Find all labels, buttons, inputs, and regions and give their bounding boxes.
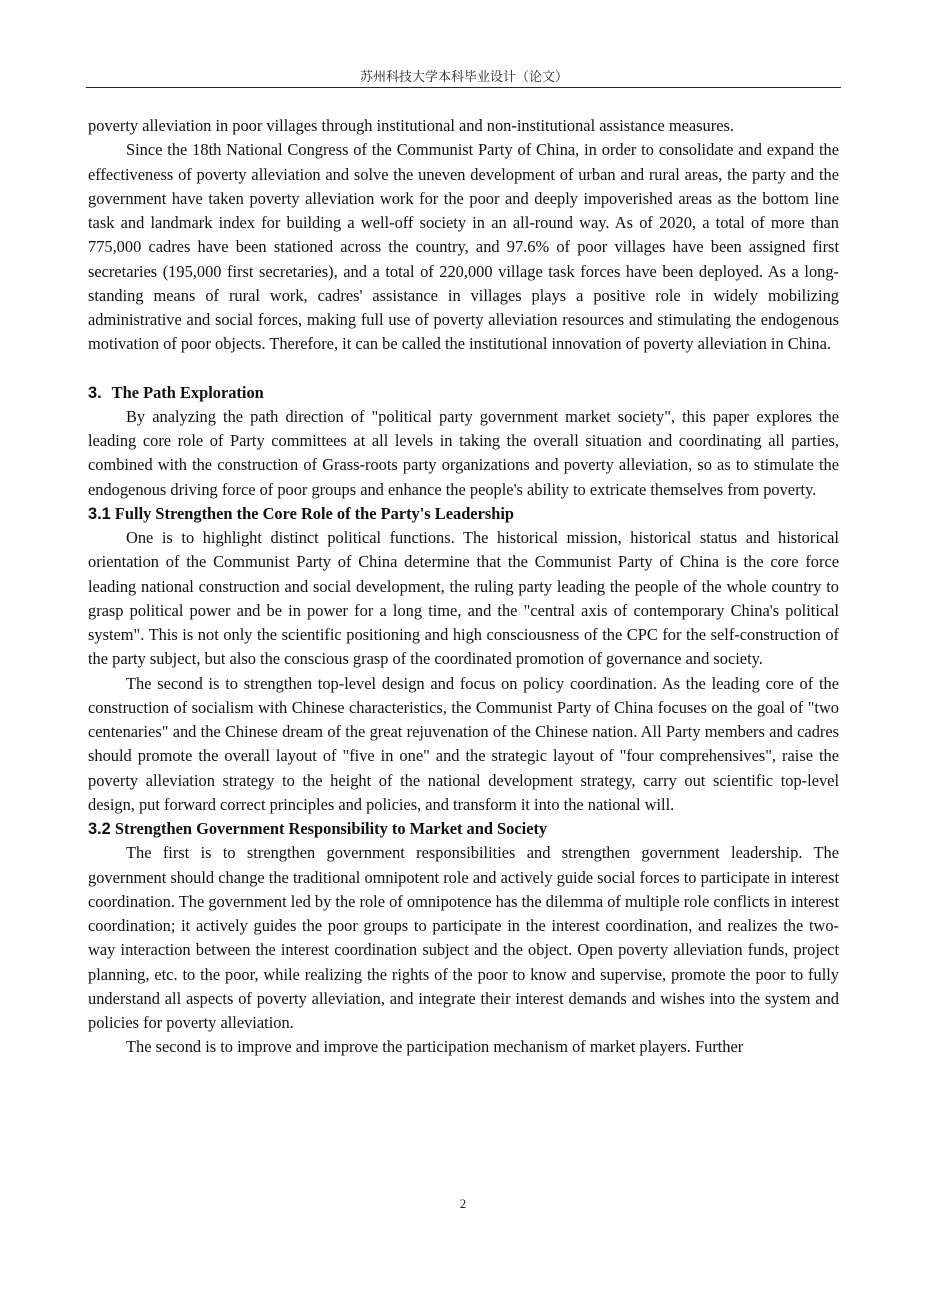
paragraph: The second is to improve and improve the participation mechanism of market players. Further bbox=[126, 1037, 744, 1057]
paragraph: The second is to strengthen top-level design and focus on policy coordination. As the leading core of the construction of socialism with Chinese characteristics, the Communist Party of China focuses on the goal of "two centenaries" and the Chinese dream of the great rejuvenation of the Chinese nation. All Party members and cadres should promote the overall layout of "five in one" and the strategic layout of "four comprehensives", raise the poverty alleviation strategy to the height of the national development strategy, carry out scientific top-level design, put forward correct principles and policies, and transform it into the national will. bbox=[88, 673, 839, 814]
section-number: 3.2 bbox=[88, 820, 111, 838]
section-heading-3 bbox=[88, 381, 839, 405]
running-header: 苏州科技大学本科毕业设计（论文） bbox=[359, 70, 568, 85]
paragraph: The first is to strengthen government responsibilities and strengthen government leadership. The government should change the traditional omnipotent role and actively guide social forces to participate in interest coordination. The government led by the role of omnipotence has the dilemma of multiple role conflicts in interest coordination; it actively guides the poor groups to participate in the interest coordination, and realizes the two-way interaction between the interest coordination subject and the object. Open poverty alleviation funds, project planning, etc. to the poor, while realizing the rights of the poor to know and supervise, promote the poor to fully understand all aspects of poverty alleviation, and integrate their interest demands and wishes into the system and policies for poverty alleviation. bbox=[88, 843, 839, 1032]
section-title: The Path Exploration bbox=[111, 382, 264, 402]
section-heading-3-2 bbox=[88, 817, 839, 841]
section-title: Fully Strengthen the Core Role of the Party's Leadership bbox=[114, 503, 515, 523]
paragraph: Since the 18th National Congress of the Communist Party of China, in order to consolidate and expand the effectiveness of poverty alleviation and solve the uneven development of urban and rural areas, the party and the government have taken poverty alleviation work for the poor and deeply impoverished areas as the bottom line task and landmark index for building a well-off society in an all-round way. As of 2020, a total of more than 775,000 cadres have been stationed across the country, and 97.6% of poor villages have been assigned first secretaries (195,000 first secretaries), and a total of 220,000 village task forces have been deployed. As a long-standing means of rural work, cadres' assistance in villages plays a positive role in widely mobilizing administrative and social forces, making full use of poverty alleviation resources and stimulating the endogenous motivation of poor objects. Therefore, it can be called the institutional innovation of poverty alleviation in China. bbox=[88, 140, 839, 354]
paragraph: By analyzing the path direction of "political party government market society", this paper explores the leading core role of Party committees at all levels in taking the overall situation and coordinating all parties, combined with the construction of Grass-roots party organizations and poverty alleviation, so as to stimulate the endogenous driving force of poor groups and enhance the people's ability to extricate themselves from poverty. bbox=[88, 406, 839, 499]
page-body bbox=[88, 114, 839, 1060]
page-number: 2 bbox=[459, 1196, 467, 1211]
section-number: 3.1 bbox=[88, 504, 111, 523]
paragraph: poverty alleviation in poor villages through institutional and non-institutional assistance measures. bbox=[88, 116, 734, 135]
paragraph: One is to highlight distinct political functions. The historical mission, historical status and historical orientation of the Communist Party of China determine that the Communist Party of China is the core force leading national construction and social development, the ruling party leading the people of the whole country to grasp political power and be in power for a long time, and the "central axis of contemporary China's political system". This is not only the scientific positioning and high consciousness of the CPC for the self-construction of the party subject, but also the conscious grasp of the coordinated promotion of governance and society. bbox=[88, 528, 839, 669]
section-heading-3-1 bbox=[88, 502, 839, 526]
section-title: Strengthen Government Responsibility to Market and Society bbox=[114, 819, 548, 838]
header-rule bbox=[86, 87, 841, 88]
section-number: 3. bbox=[88, 383, 102, 402]
